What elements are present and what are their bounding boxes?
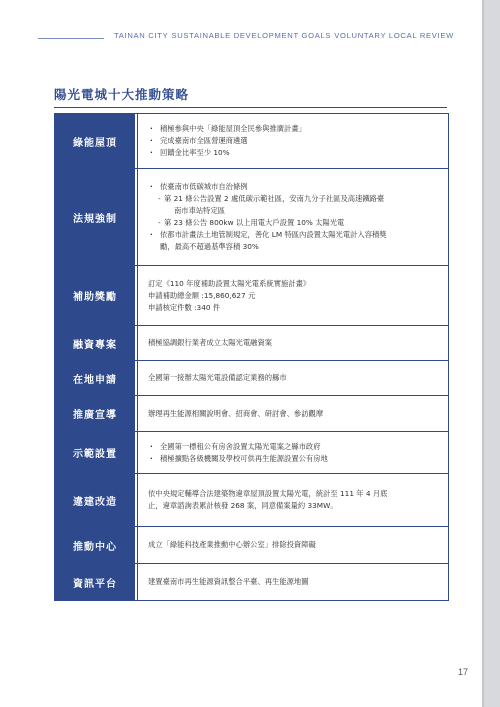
row-content xyxy=(137,396,448,431)
row-content xyxy=(137,326,448,360)
list-item: · 完成臺南市全區營運商遴選 xyxy=(148,135,440,147)
header-vlr: VOLUNTARY LOCAL REVIEW xyxy=(334,31,454,40)
running-header xyxy=(114,31,454,40)
table-row xyxy=(55,527,448,564)
row-category: 示範設置 xyxy=(55,432,137,473)
table-row xyxy=(55,432,448,474)
table-row xyxy=(55,326,448,361)
row-category: 補助獎勵 xyxy=(55,266,137,325)
list-item: · 全國第一標租公有房舍設置太陽光電案之縣市政府 xyxy=(148,441,440,453)
sub-item-continued: 南市車站特定區 xyxy=(174,206,226,215)
table-row xyxy=(55,114,448,169)
row-content xyxy=(137,361,448,395)
header-sdg: SUSTAINABLE DEVELOPMENT GOALS xyxy=(171,31,332,40)
row-category: 推動中心 xyxy=(55,527,137,563)
sub-item-text: 第 23 條公告 800kw 以上用電大戶設置 10% 太陽光電 xyxy=(164,218,345,227)
list-item: · 依都市計畫法土地管制規定，善化 LM 特區內設置太陽光電計入容積獎 xyxy=(148,229,440,241)
row-category: 融資專案 xyxy=(55,326,137,360)
text-line: 申請核定件數 :340 件 xyxy=(148,302,221,312)
section-title-wrap xyxy=(54,85,189,103)
list-item: · 依臺南市低碳城市自治條例 xyxy=(148,181,440,193)
title-rule xyxy=(54,107,447,108)
row-category: 資訊平台 xyxy=(55,564,137,600)
list-item: · 積極參與中央「綠能屋頂全民參與推廣計畫」 xyxy=(148,123,440,135)
sub-item: - 第 21 條公告設置 2 處低碳示範社區，安南九分子社區及高速鐵路臺 xyxy=(158,194,385,203)
row-content xyxy=(137,432,448,473)
row-category: 在地申請 xyxy=(55,361,137,395)
text-line: 申請補助總金額 :15,860,627 元 xyxy=(148,290,256,300)
row-content xyxy=(137,169,448,265)
text-line: 辦理再生能源相關說明會、招商會、研討會、參訪觀摩 xyxy=(148,408,324,418)
page-number: 17 xyxy=(458,667,469,677)
row-content xyxy=(137,527,448,563)
table-row xyxy=(55,564,448,601)
list-item: · 回饋金比率至少 10% xyxy=(148,147,440,159)
section-title: 陽光電城十大推動策略 xyxy=(54,87,190,102)
page-edge-band xyxy=(482,0,500,707)
table-row xyxy=(55,169,448,266)
text-line: 成立「綠能科技產業推動中心辦公室」排除投資障礙 xyxy=(148,540,316,549)
row-content xyxy=(137,114,448,168)
sub-item: - 第 23 條公告 800kw 以上用電大戶設置 10% 太陽光電 xyxy=(158,218,345,227)
row-category: 違建改造 xyxy=(55,474,137,526)
text-line: 訂定《110 年度補助設置太陽光電系統實施計畫》 xyxy=(148,278,311,288)
text-line: 建置臺南市再生能源資訊整合平臺、再生能源地圖 xyxy=(148,577,309,586)
table-row xyxy=(55,474,448,527)
list-item-continued: 勵，最高不超過基準容積 30% xyxy=(160,242,259,251)
text-line: 積極協調銀行業者成立太陽光電融資案 xyxy=(148,338,273,347)
header-city: TAINAN CITY xyxy=(114,31,169,40)
table-row xyxy=(55,266,448,326)
text-line: 全國第一接辦太陽光電設備認定業務的縣市 xyxy=(148,373,287,382)
text-line: 止，違章諮詢表累計核發 268 案，同意備案量約 33MW。 xyxy=(148,501,338,510)
row-category: 法規強制 xyxy=(55,169,137,265)
row-category: 綠能屋頂 xyxy=(55,114,137,168)
strategy-table xyxy=(54,113,449,601)
header-rule xyxy=(38,38,104,39)
row-content xyxy=(137,564,448,600)
table-row xyxy=(55,361,448,396)
table-row xyxy=(55,396,448,432)
sub-item-text: 第 21 條公告設置 2 處低碳示範社區，安南九分子社區及高速鐵路臺 xyxy=(164,194,385,203)
text-line: 依中央規定輔導合法建築物違章屋頂設置太陽光電，統計至 111 年 4 月底 xyxy=(148,489,388,498)
list-item: · 積極擴點各級機關及學校可供再生能源設置公有房地 xyxy=(148,453,440,465)
row-category: 推廣宣導 xyxy=(55,396,137,431)
row-content xyxy=(137,474,448,526)
row-content xyxy=(137,266,448,325)
